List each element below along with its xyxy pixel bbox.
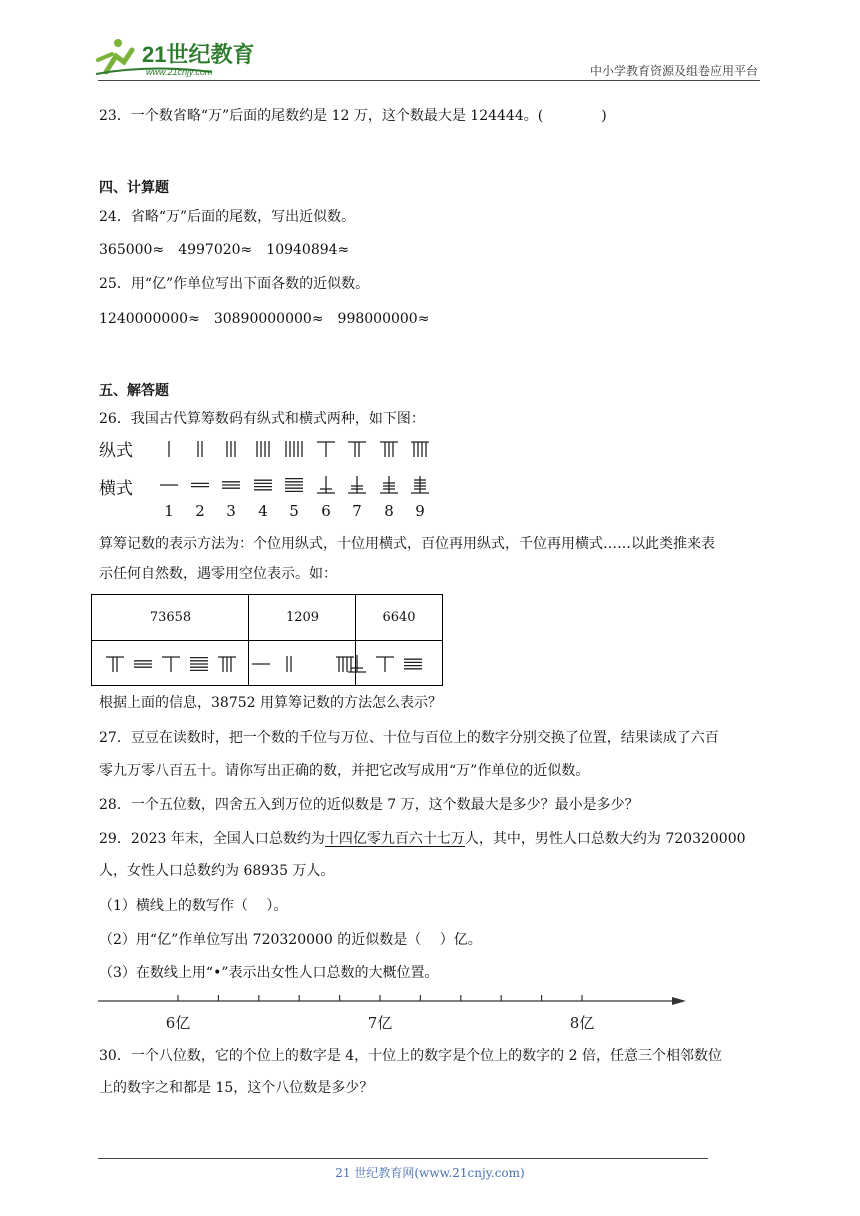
- rod-digit-label: 2: [195, 502, 205, 520]
- rod-horizontal-glyph: [281, 473, 307, 497]
- rod-vertical-glyph: [344, 437, 370, 461]
- example-rod: [372, 652, 398, 676]
- rod-digit-label: 1: [164, 502, 174, 520]
- example-rod: [214, 652, 240, 676]
- rod-horizontal-5: [281, 473, 307, 497]
- q24-item: 4997020≈: [178, 242, 253, 258]
- number-line-label: 7亿: [367, 1014, 393, 1032]
- rod-digit-label: 9: [415, 502, 425, 520]
- example-rod: [276, 652, 302, 676]
- number-line-arrow: [672, 997, 686, 1005]
- number-line-label: 6亿: [165, 1014, 191, 1032]
- rod-horizontal-glyph: [313, 473, 339, 497]
- rod-vertical-glyph: [218, 437, 244, 461]
- q29-sub3: （3）在数线上用“•”表示出女性人口总数的大概位置。: [99, 965, 439, 981]
- rod-vertical-2: [187, 437, 213, 461]
- q29-text: 人，其中，男性人口总数大约为 720320000: [464, 831, 746, 847]
- q25-item: 30890000000≈: [213, 311, 324, 327]
- q25-item: 998000000≈: [337, 311, 430, 327]
- example-rod-glyph: [130, 652, 156, 676]
- rod-vertical-1: [156, 437, 182, 461]
- rod-horizontal-9: [407, 473, 433, 497]
- section-5-title: 五、解答题: [99, 383, 169, 399]
- rod-vertical-glyph: [156, 437, 182, 461]
- rod-horizontal-8: [376, 473, 402, 497]
- rod-horizontal-glyph: [344, 473, 370, 497]
- logo-url: www.21cnjy.com: [146, 67, 213, 77]
- rod-horizontal-1: [156, 473, 182, 497]
- rod-horizontal-glyph: [407, 473, 433, 497]
- rod-digit-label: 4: [258, 502, 268, 520]
- question-24: 24．省略“万”后面的尾数，写出近似数。: [99, 209, 356, 225]
- q29-underlined-number: 十四亿零九百六十七万: [324, 831, 465, 847]
- example-rod: [158, 652, 184, 676]
- rod-vertical-4: [250, 437, 276, 461]
- rod-vertical-3: [218, 437, 244, 461]
- rod-horizontal-glyph: [376, 473, 402, 497]
- example-rod-glyph: [214, 652, 240, 676]
- example-rod-glyph: [158, 652, 184, 676]
- rod-horizontal-7: [344, 473, 370, 497]
- footer-divider: [98, 1158, 708, 1159]
- q26-desc-line2: 示任何自然数，遇零用空位表示。如：: [99, 566, 337, 582]
- vertical-form-label: 纵式: [99, 441, 133, 461]
- example-rod: [130, 652, 156, 676]
- rod-vertical-glyph: [187, 437, 213, 461]
- question-23: [99, 106, 607, 126]
- example-number: 73658: [149, 610, 192, 625]
- q24-items: [99, 240, 349, 260]
- rod-horizontal-6: [313, 473, 339, 497]
- example-rod: [344, 652, 370, 676]
- rod-vertical-glyph: [313, 437, 339, 461]
- q25-items: [99, 309, 429, 329]
- question-25: 25．用“亿”作单位写出下面各数的近似数。: [99, 276, 370, 292]
- rod-vertical-8: [376, 437, 402, 461]
- q29-sub1: （1）横线上的数写作（ ）。: [99, 898, 288, 914]
- rod-digit-label: 5: [289, 502, 299, 520]
- question-27-line1: 27．豆豆在读数时，把一个数的千位与万位、十位与百位上的数字分别交换了位置，结果读成了六百: [99, 730, 719, 746]
- rod-vertical-9: [407, 437, 433, 461]
- example-rod-glyph: [102, 652, 128, 676]
- example-rod-glyph: [276, 652, 302, 676]
- number-line[interactable]: [98, 990, 698, 1036]
- rod-vertical-5: [281, 437, 307, 461]
- rod-horizontal-glyph: [250, 473, 276, 497]
- example-rod: [102, 652, 128, 676]
- rod-example-table: [91, 594, 443, 686]
- header-divider: [98, 80, 760, 81]
- q26-desc-line1: 算筹记数的表示方法为：个位用纵式，十位用横式，百位再用纵式，千位再用横式……以此类推来表: [99, 536, 715, 552]
- example-rod-glyph: [186, 652, 212, 676]
- rod-horizontal-3: [218, 473, 244, 497]
- example-rod-glyph: [344, 652, 370, 676]
- example-rod: [186, 652, 212, 676]
- q24-item: 10940894≈: [266, 242, 350, 258]
- rod-horizontal-glyph: [187, 473, 213, 497]
- example-number: 6640: [382, 610, 416, 625]
- rod-vertical-glyph: [281, 437, 307, 461]
- rod-vertical-glyph: [250, 437, 276, 461]
- example-rod-glyph: [400, 652, 426, 676]
- site-logo: [92, 34, 262, 80]
- q25-item: 1240000000≈: [99, 311, 200, 327]
- example-rod-glyph: [248, 652, 274, 676]
- rod-horizontal-glyph: [156, 473, 182, 497]
- table-divider: [92, 640, 442, 641]
- q29-sub2: （2）用“亿”作单位写出 720320000 的近似数是（ ）亿。: [99, 932, 482, 948]
- question-28: 28．一个五位数，四舍五入到万位的近似数是 7 万，这个数最大是多少？最小是多少？: [99, 797, 639, 813]
- q23-text: 23．一个数省略“万”后面的尾数约是 12 万，这个数最大是 124444。(: [99, 108, 544, 124]
- rod-digit-label: 8: [384, 502, 394, 520]
- question-27-line2: 零九万零八百五十。请你写出正确的数，并把它改写成用“万”作单位的近似数。: [99, 763, 590, 779]
- rod-digit-label: 7: [352, 502, 362, 520]
- rod-digit-label: 6: [321, 502, 331, 520]
- example-rod: [400, 652, 426, 676]
- horizontal-form-label: 横式: [99, 479, 133, 499]
- rod-digit-label: 3: [226, 502, 236, 520]
- rod-vertical-6: [313, 437, 339, 461]
- question-30-line2: 上的数字之和都是 15，这个八位数是多少？: [99, 1080, 374, 1096]
- section-4-title: 四、计算题: [99, 180, 169, 196]
- question-29-line1: [99, 829, 746, 849]
- example-number: 1209: [285, 610, 320, 625]
- question-29-line2: 人，女性人口总数约为 68935 万人。: [99, 863, 335, 879]
- rod-horizontal-2: [187, 473, 213, 497]
- question-30-line1: 30．一个八位数，它的个位上的数字是 4，十位上的数字是个位上的数字的 2 倍，任意三个相邻数位: [99, 1048, 722, 1064]
- number-line-label: 8亿: [569, 1014, 595, 1032]
- example-rod-glyph: [372, 652, 398, 676]
- footer-text[interactable]: 21 世纪教育网(www.21cnjy.com): [335, 1166, 525, 1180]
- rod-horizontal-4: [250, 473, 276, 497]
- q26-question: 根据上面的信息，38752 用算筹记数的方法怎么表示？: [99, 695, 442, 711]
- q29-text: 29．2023 年末，全国人口总数约为: [99, 831, 325, 847]
- q23-close-paren: ): [601, 108, 607, 124]
- rod-horizontal-glyph: [218, 473, 244, 497]
- rod-vertical-glyph: [407, 437, 433, 461]
- rod-vertical-glyph: [376, 437, 402, 461]
- example-rod: [248, 652, 274, 676]
- question-26: 26．我国古代算筹数码有纵式和横式两种，如下图：: [99, 411, 425, 427]
- logo-text: 21世纪教育: [142, 42, 255, 67]
- platform-name: 中小学教育资源及组卷应用平台: [589, 64, 758, 78]
- rod-vertical-7: [344, 437, 370, 461]
- q24-item: 365000≈: [99, 242, 165, 258]
